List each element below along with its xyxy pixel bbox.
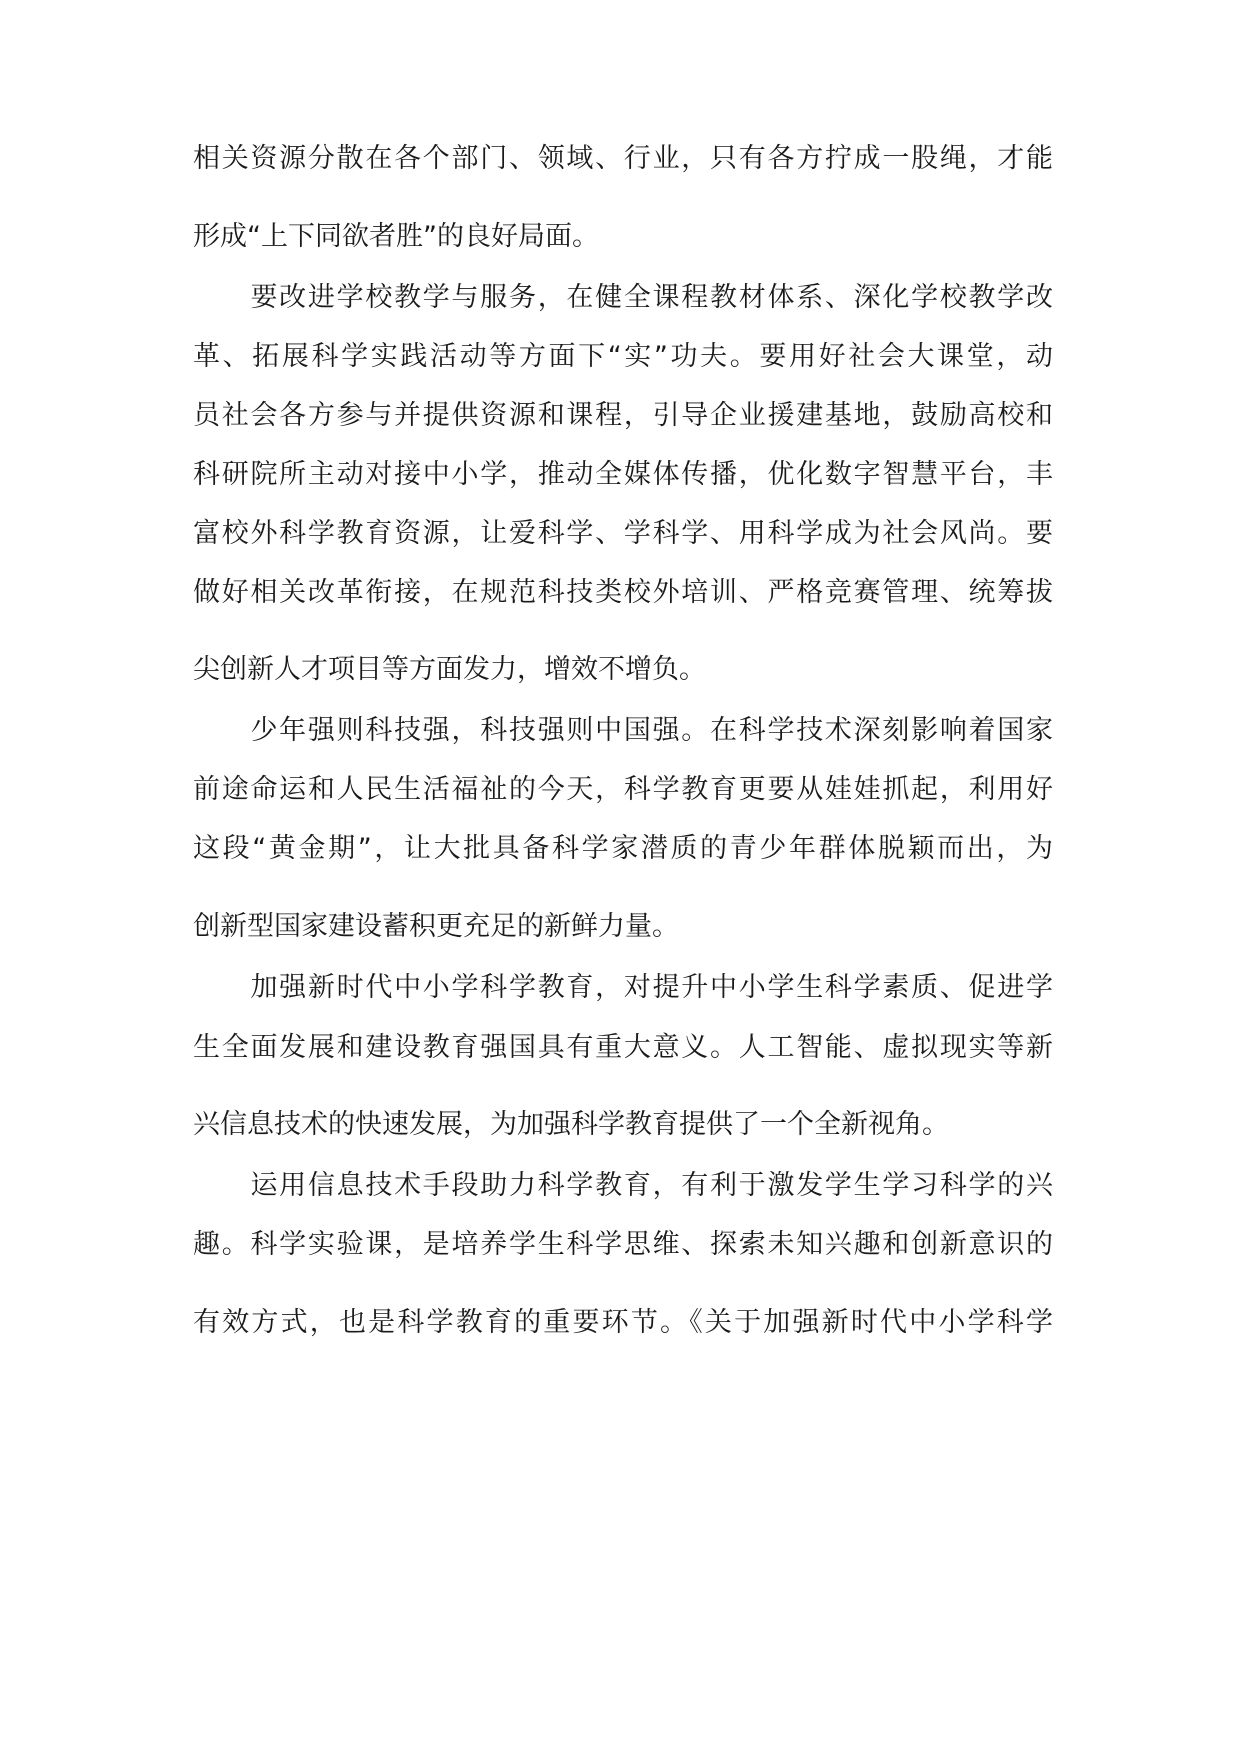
text-line: 生全面发展和建设教育强国具有重大意义。人工智能、虚拟现实等新: [193, 1032, 1053, 1063]
text-line: 做好相关改革衔接，在规范科技类校外培训、严格竞赛管理、统筹拔: [193, 577, 1053, 608]
text-line: 员社会各方参与并提供资源和课程，引导企业援建基地，鼓励高校和: [193, 400, 1053, 431]
text-line: 富校外科学教育资源，让爱科学、学科学、用科学成为社会风尚。要: [193, 518, 1053, 549]
text-line: 前途命运和人民生活福祉的今天，科学教育更要从娃娃抓起，利用好: [193, 774, 1053, 805]
text-line: 相关资源分散在各个部门、领域、行业，只有各方拧成一股绳，才能: [193, 143, 1053, 174]
text-line: 这段“黄金期”，让大批具备科学家潜质的青少年群体脱颖而出，为: [193, 833, 1053, 864]
text-line: 要改进学校教学与服务，在健全课程教材体系、深化学校教学改: [193, 282, 1053, 313]
text-line: 少年强则科技强，科技强则中国强。在科学技术深刻影响着国家: [193, 715, 1053, 746]
text-line: 科研院所主动对接中小学，推动全媒体传播，优化数字智慧平台，丰: [193, 459, 1053, 490]
text-line: 尖创新人才项目等方面发力，增效不增负。: [193, 654, 706, 685]
text-line: 趣。科学实验课，是培养学生科学思维、探索未知兴趣和创新意识的: [193, 1229, 1053, 1260]
text-line: 创新型国家建设蓄积更充足的新鲜力量。: [193, 911, 679, 942]
text-line: 运用信息技术手段助力科学教育，有利于激发学生学习科学的兴: [193, 1170, 1053, 1201]
text-line: 形成“上下同欲者胜”的良好局面。: [193, 221, 599, 252]
text-line: 革、拓展科学实践活动等方面下“实”功夫。要用好社会大课堂，动: [193, 341, 1053, 372]
text-line: 加强新时代中小学科学教育，对提升中小学生科学素质、促进学: [193, 972, 1053, 1003]
text-line: 有效方式，也是科学教育的重要环节。《关于加强新时代中小学科学: [193, 1307, 1053, 1338]
text-line: 兴信息技术的快速发展，为加强科学教育提供了一个全新视角。: [193, 1109, 949, 1140]
